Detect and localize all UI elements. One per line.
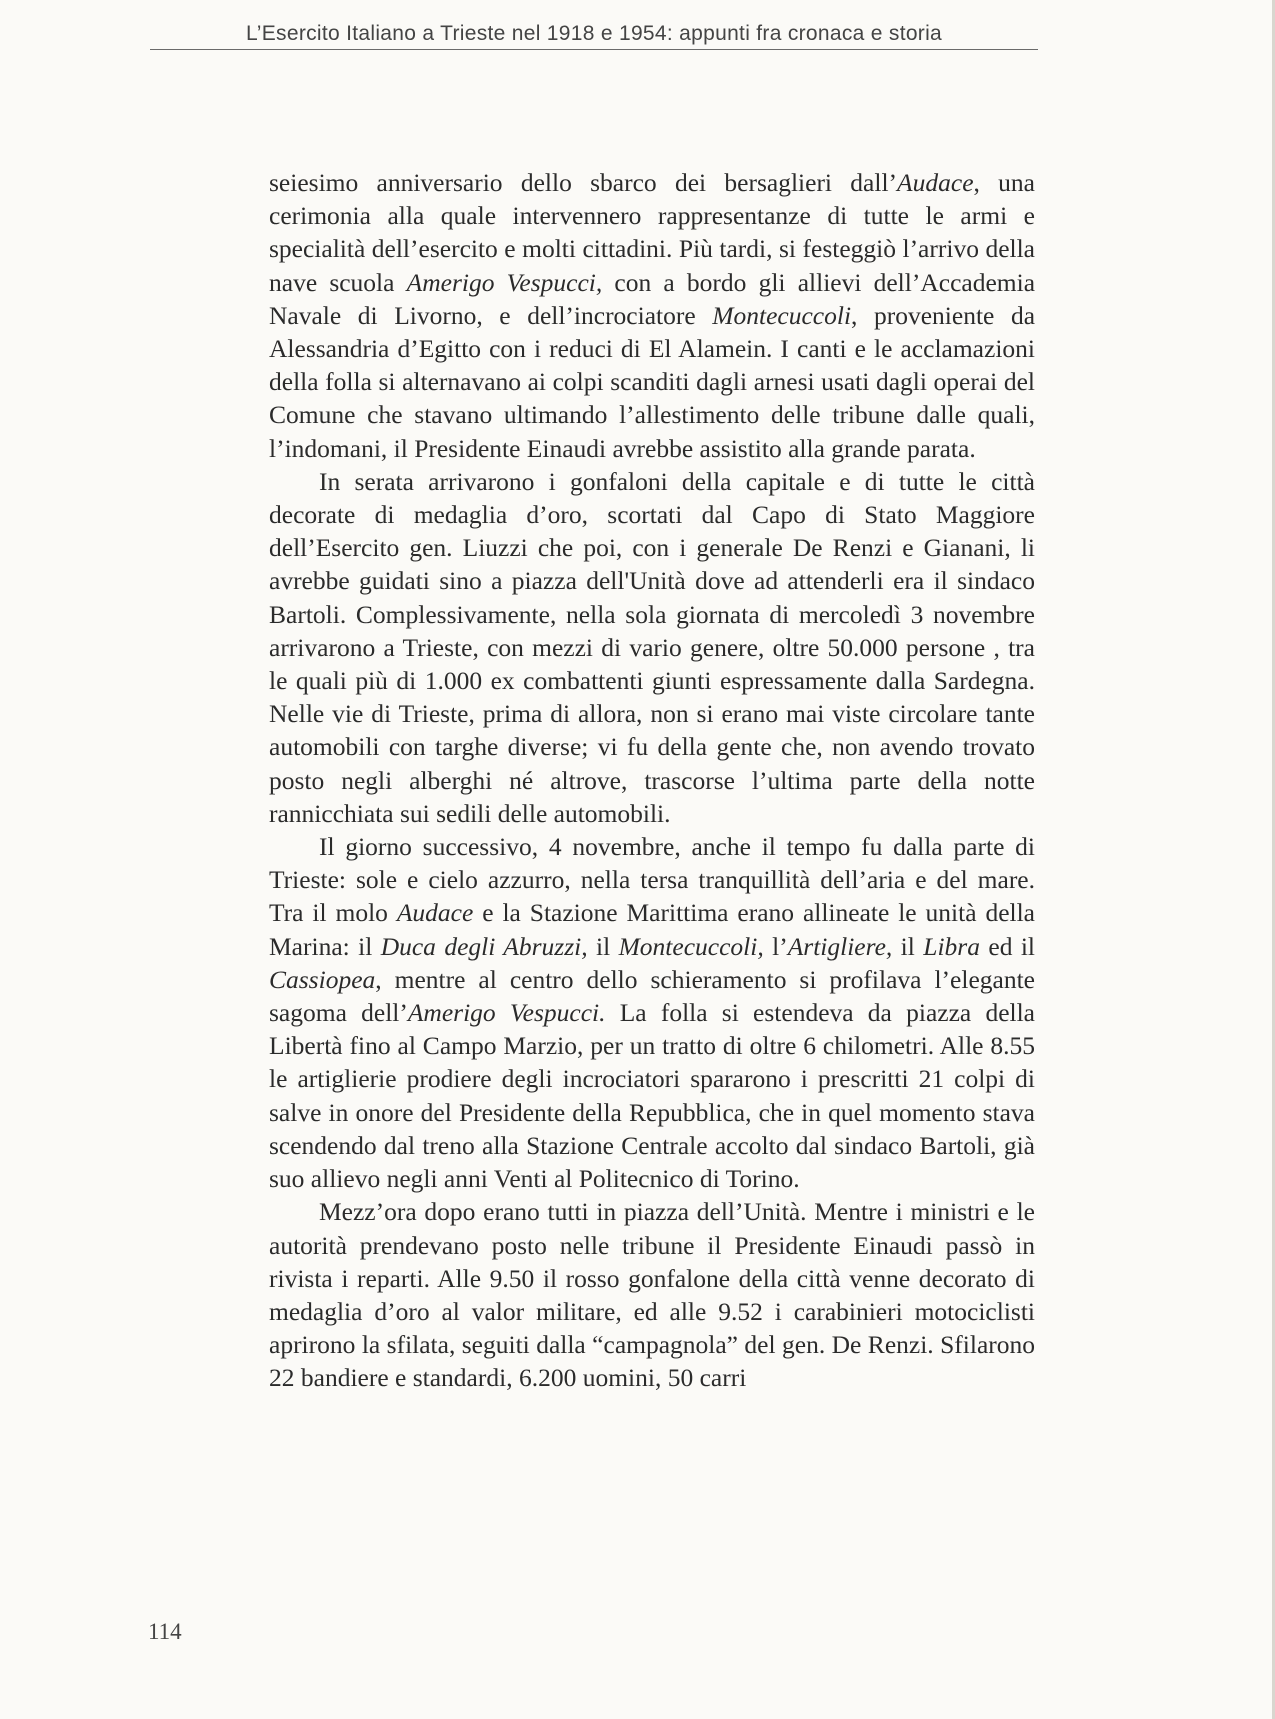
text-run: con a bordo gli allievi dell’Accademia Navale di Livorno, e dell’incrociatore [269, 267, 1036, 330]
italic-text: Amerigo Vespucci. [407, 998, 606, 1028]
italic-text: Montecuccoli, [618, 931, 764, 961]
text-run: e la Stazione Marittima erano allineate le unità della Marina: il [269, 898, 1035, 961]
text-run: , una cerimonia alla quale intervennero rappresentanze di tutte le armi e specialità dell’esercito e molti cittadini. Più tardi, si festeggiò l’arrivo della nave scuola [269, 168, 1035, 297]
text-run: Il giorno successivo, 4 novembre, anche il tempo fu dalla parte di Trieste: sole e cielo azzurro, nella tersa tranquillità dell’aria e del mare. Tra il molo [269, 832, 1035, 928]
paragraph [269, 465, 1035, 830]
text-run: , proveniente da Alessandria d’Egitto con i reduci di El Alamein. I canti e le acclamazioni della folla si alternavano ai colpi scanditi dagli arnesi usati dagli operai del Comune che stavano ultimando l’allestimento delle tribune dalle quali, l’indomani, il Presidente Einaudi avrebbe assistito alla grande parata. [269, 300, 1036, 463]
text-run: , mentre al centro dello schieramento si profilava l’elegante sagoma dell’ [269, 964, 1035, 1028]
italic-text: Montecuccoli [712, 300, 852, 330]
italic-text: Amerigo Vespucci, [406, 267, 603, 297]
italic-text: Audace [897, 168, 974, 197]
text-run: La folla si estendeva da piazza della Libertà fino al Campo Marzio, per un tratto di oltre 6 chilometri. Alle 8.55 le artiglierie prodiere degli incrociatori spararono i prescritti 21 colpi di salve in onore del Presidente della Repubblica, che in quel momento stava scendendo dal treno alla Stazione Centrale accolto dal sindaco Bartoli, già suo allievo negli anni Venti al Politecnico di Torino. [269, 998, 1035, 1194]
text-run: l’ [763, 931, 788, 961]
italic-text: Libra [923, 931, 980, 961]
header-rule [150, 49, 1038, 50]
text-run: il [892, 931, 924, 961]
running-header: L’Esercito Italiano a Trieste nel 1918 e 1954: appunti fra cronaca e storia [245, 22, 943, 45]
paragraph [269, 830, 1035, 1195]
page-number: 114 [148, 1619, 182, 1644]
text-run: il [587, 931, 619, 961]
italic-text: Duca degli Abruzzi, [380, 931, 588, 961]
italic-text: Audace [396, 898, 474, 928]
text-run: In serata arrivarono i gonfaloni della capitale e di tutte le città decorate di medaglia d’oro, scortati dal Capo di Stato Maggiore dell’Esercito gen. Liuzzi che poi, con i generale De Renzi e Gianani, li avrebbe guidati sino a piazza dell'Unità dove ad attenderli era il sindaco Bartoli. Complessivamente, nella sola giornata di mercoledì 3 novembre arrivarono a Trieste, con mezzi di vario genere, oltre 50.000 persone , tra le quali più di 1.000 ex combattenti giunti espressamente dalla Sardegna. Nelle vie di Trieste, prima di allora, non si erano mai viste circolare tante automobili con targhe diverse; vi fu della gente che, non avendo trovato posto negli alberghi né altrove, trascorse l’ultima parte della notte rannicchiata sui sedili delle automobili. [269, 466, 1035, 828]
paragraph [269, 1195, 1035, 1394]
body-text [269, 166, 1035, 1395]
text-run: seiesimo anniversario dello sbarco dei bersaglieri dall’ [269, 168, 898, 197]
text-run: ed il [979, 931, 1036, 961]
paragraph [269, 166, 1035, 465]
italic-text: Cassiopea [269, 964, 376, 994]
italic-text: Artigliere, [787, 931, 893, 961]
text-run: Mezz’ora dopo erano tutti in piazza dell’Unità. Mentre i ministri e le autorità prendevano posto nelle tribune il Presidente Einaudi passò in rivista i reparti. Alle 9.50 il rosso gonfalone della città venne decorato di medaglia d’oro al valor militare, ed alle 9.52 i carabinieri motociclisti aprirono la sfilata, seguiti dalla “campagnola” del gen. De Renzi. Sfilarono 22 bandiere e standardi, 6.200 uomini, 50 carri [269, 1197, 1035, 1393]
